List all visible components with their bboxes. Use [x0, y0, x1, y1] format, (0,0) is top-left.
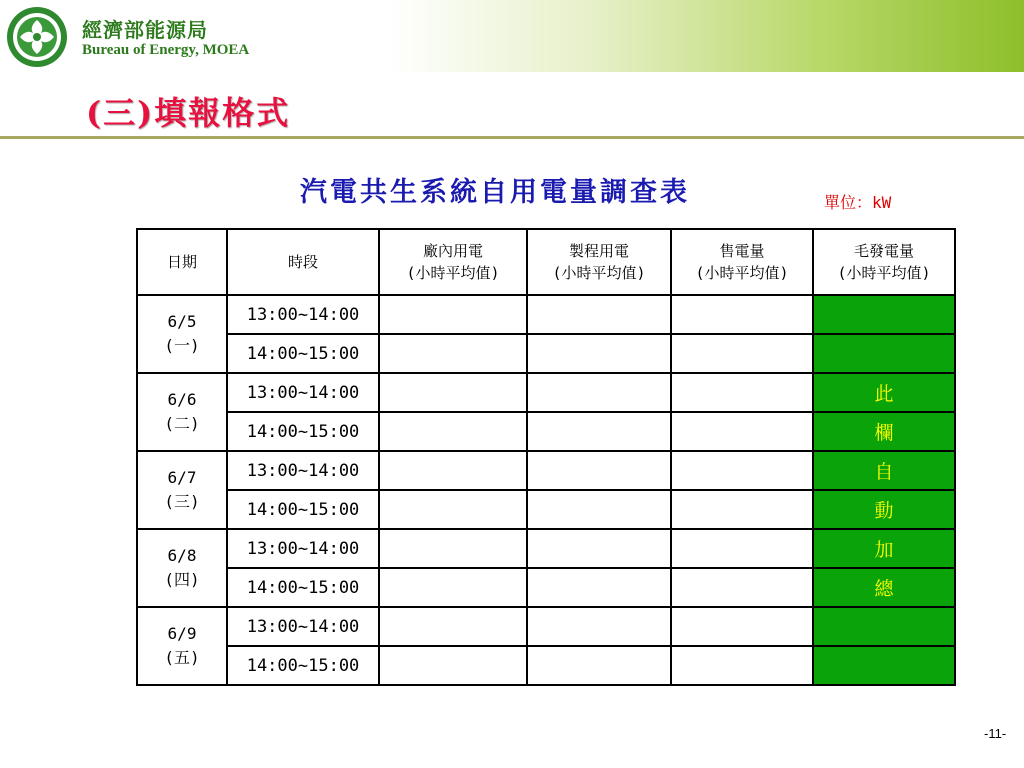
column-header-label: 售電量: [719, 242, 765, 260]
plant-usage-input[interactable]: [379, 295, 527, 334]
process-usage-input[interactable]: [527, 412, 671, 451]
gross-generation-cell: [813, 607, 955, 646]
time-slot-cell: 13:00~14:00: [227, 295, 379, 334]
table-row: [137, 490, 955, 529]
gross-generation-cell: [813, 334, 955, 373]
date-cell: [137, 529, 227, 607]
process-usage-input[interactable]: [527, 607, 671, 646]
weekday-label: (四): [164, 570, 200, 589]
column-header: [813, 229, 955, 295]
process-usage-input[interactable]: [527, 295, 671, 334]
slide-header: [0, 0, 1024, 72]
plant-usage-input[interactable]: [379, 412, 527, 451]
date-cell: [137, 295, 227, 373]
column-header: [137, 229, 227, 295]
column-header: [671, 229, 813, 295]
date-cell: [137, 373, 227, 451]
date-cell: [137, 607, 227, 685]
table-row: [137, 568, 955, 607]
table-row: [137, 412, 955, 451]
column-header-sublabel: (小時平均值): [695, 264, 789, 282]
date-label: 6/9: [167, 624, 197, 643]
gross-generation-cell: [813, 646, 955, 685]
process-usage-input[interactable]: [527, 646, 671, 685]
electricity-sold-input[interactable]: [671, 568, 813, 607]
plant-usage-input[interactable]: [379, 607, 527, 646]
electricity-sold-input[interactable]: [671, 373, 813, 412]
time-slot-cell: 13:00~14:00: [227, 451, 379, 490]
electricity-sold-input[interactable]: [671, 451, 813, 490]
gross-generation-cell: 加: [813, 529, 955, 568]
electricity-sold-input[interactable]: [671, 529, 813, 568]
table-header-row: [137, 229, 955, 295]
gross-generation-cell: 動: [813, 490, 955, 529]
column-header: [527, 229, 671, 295]
plant-usage-input[interactable]: [379, 646, 527, 685]
date-label: 6/7: [167, 468, 197, 487]
time-slot-cell: 13:00~14:00: [227, 373, 379, 412]
date-label: 6/8: [167, 546, 197, 565]
time-slot-cell: 14:00~15:00: [227, 412, 379, 451]
process-usage-input[interactable]: [527, 490, 671, 529]
gross-generation-cell: 欄: [813, 412, 955, 451]
process-usage-input[interactable]: [527, 529, 671, 568]
electricity-sold-input[interactable]: [671, 412, 813, 451]
unit-label: 單位：kW: [824, 193, 892, 212]
section-title: (三)填報格式: [86, 94, 291, 132]
plant-usage-input[interactable]: [379, 490, 527, 529]
time-slot-cell: 13:00~14:00: [227, 529, 379, 568]
date-label: 6/5: [167, 312, 197, 331]
gross-generation-cell: [813, 295, 955, 334]
org-name-english: Bureau of Energy, MOEA: [82, 42, 250, 58]
column-header: [379, 229, 527, 295]
gross-generation-cell: 總: [813, 568, 955, 607]
column-header-label: 廠內用電: [422, 242, 483, 260]
process-usage-input[interactable]: [527, 451, 671, 490]
column-header-sublabel: (小時平均值): [552, 264, 646, 282]
survey-table: [136, 228, 956, 686]
table-row: [137, 607, 955, 646]
weekday-label: (二): [164, 414, 200, 433]
gross-generation-cell: 自: [813, 451, 955, 490]
table-row: [137, 373, 955, 412]
weekday-label: (一): [164, 336, 200, 355]
column-header-sublabel: (小時平均值): [406, 264, 500, 282]
plant-usage-input[interactable]: [379, 568, 527, 607]
table-row: [137, 295, 955, 334]
time-slot-cell: 13:00~14:00: [227, 607, 379, 646]
electricity-sold-input[interactable]: [671, 646, 813, 685]
header-divider: [0, 136, 1024, 139]
column-header-label: 時段: [287, 253, 318, 271]
org-name-chinese: 經濟部能源局: [82, 18, 208, 42]
process-usage-input[interactable]: [527, 334, 671, 373]
time-slot-cell: 14:00~15:00: [227, 568, 379, 607]
time-slot-cell: 14:00~15:00: [227, 334, 379, 373]
electricity-sold-input[interactable]: [671, 334, 813, 373]
process-usage-input[interactable]: [527, 568, 671, 607]
gross-generation-cell: 此: [813, 373, 955, 412]
table-row: [137, 334, 955, 373]
table-title: 汽電共生系統自用電量調查表: [300, 177, 690, 208]
date-cell: [137, 451, 227, 529]
column-header-label: 毛發電量: [853, 242, 914, 260]
table-row: [137, 646, 955, 685]
time-slot-cell: 14:00~15:00: [227, 646, 379, 685]
page-number: -11-: [984, 726, 1007, 741]
column-header: [227, 229, 379, 295]
column-header-label: 製程用電: [568, 242, 629, 260]
bureau-logo-icon: [6, 6, 68, 68]
date-label: 6/6: [167, 390, 197, 409]
electricity-sold-input[interactable]: [671, 295, 813, 334]
plant-usage-input[interactable]: [379, 334, 527, 373]
table-row: [137, 451, 955, 490]
weekday-label: (五): [164, 648, 200, 667]
plant-usage-input[interactable]: [379, 373, 527, 412]
plant-usage-input[interactable]: [379, 529, 527, 568]
electricity-sold-input[interactable]: [671, 607, 813, 646]
electricity-sold-input[interactable]: [671, 490, 813, 529]
column-header-sublabel: (小時平均值): [837, 264, 931, 282]
weekday-label: (三): [164, 492, 200, 511]
column-header-label: 日期: [166, 253, 197, 271]
time-slot-cell: 14:00~15:00: [227, 490, 379, 529]
table-row: [137, 529, 955, 568]
plant-usage-input[interactable]: [379, 451, 527, 490]
process-usage-input[interactable]: [527, 373, 671, 412]
